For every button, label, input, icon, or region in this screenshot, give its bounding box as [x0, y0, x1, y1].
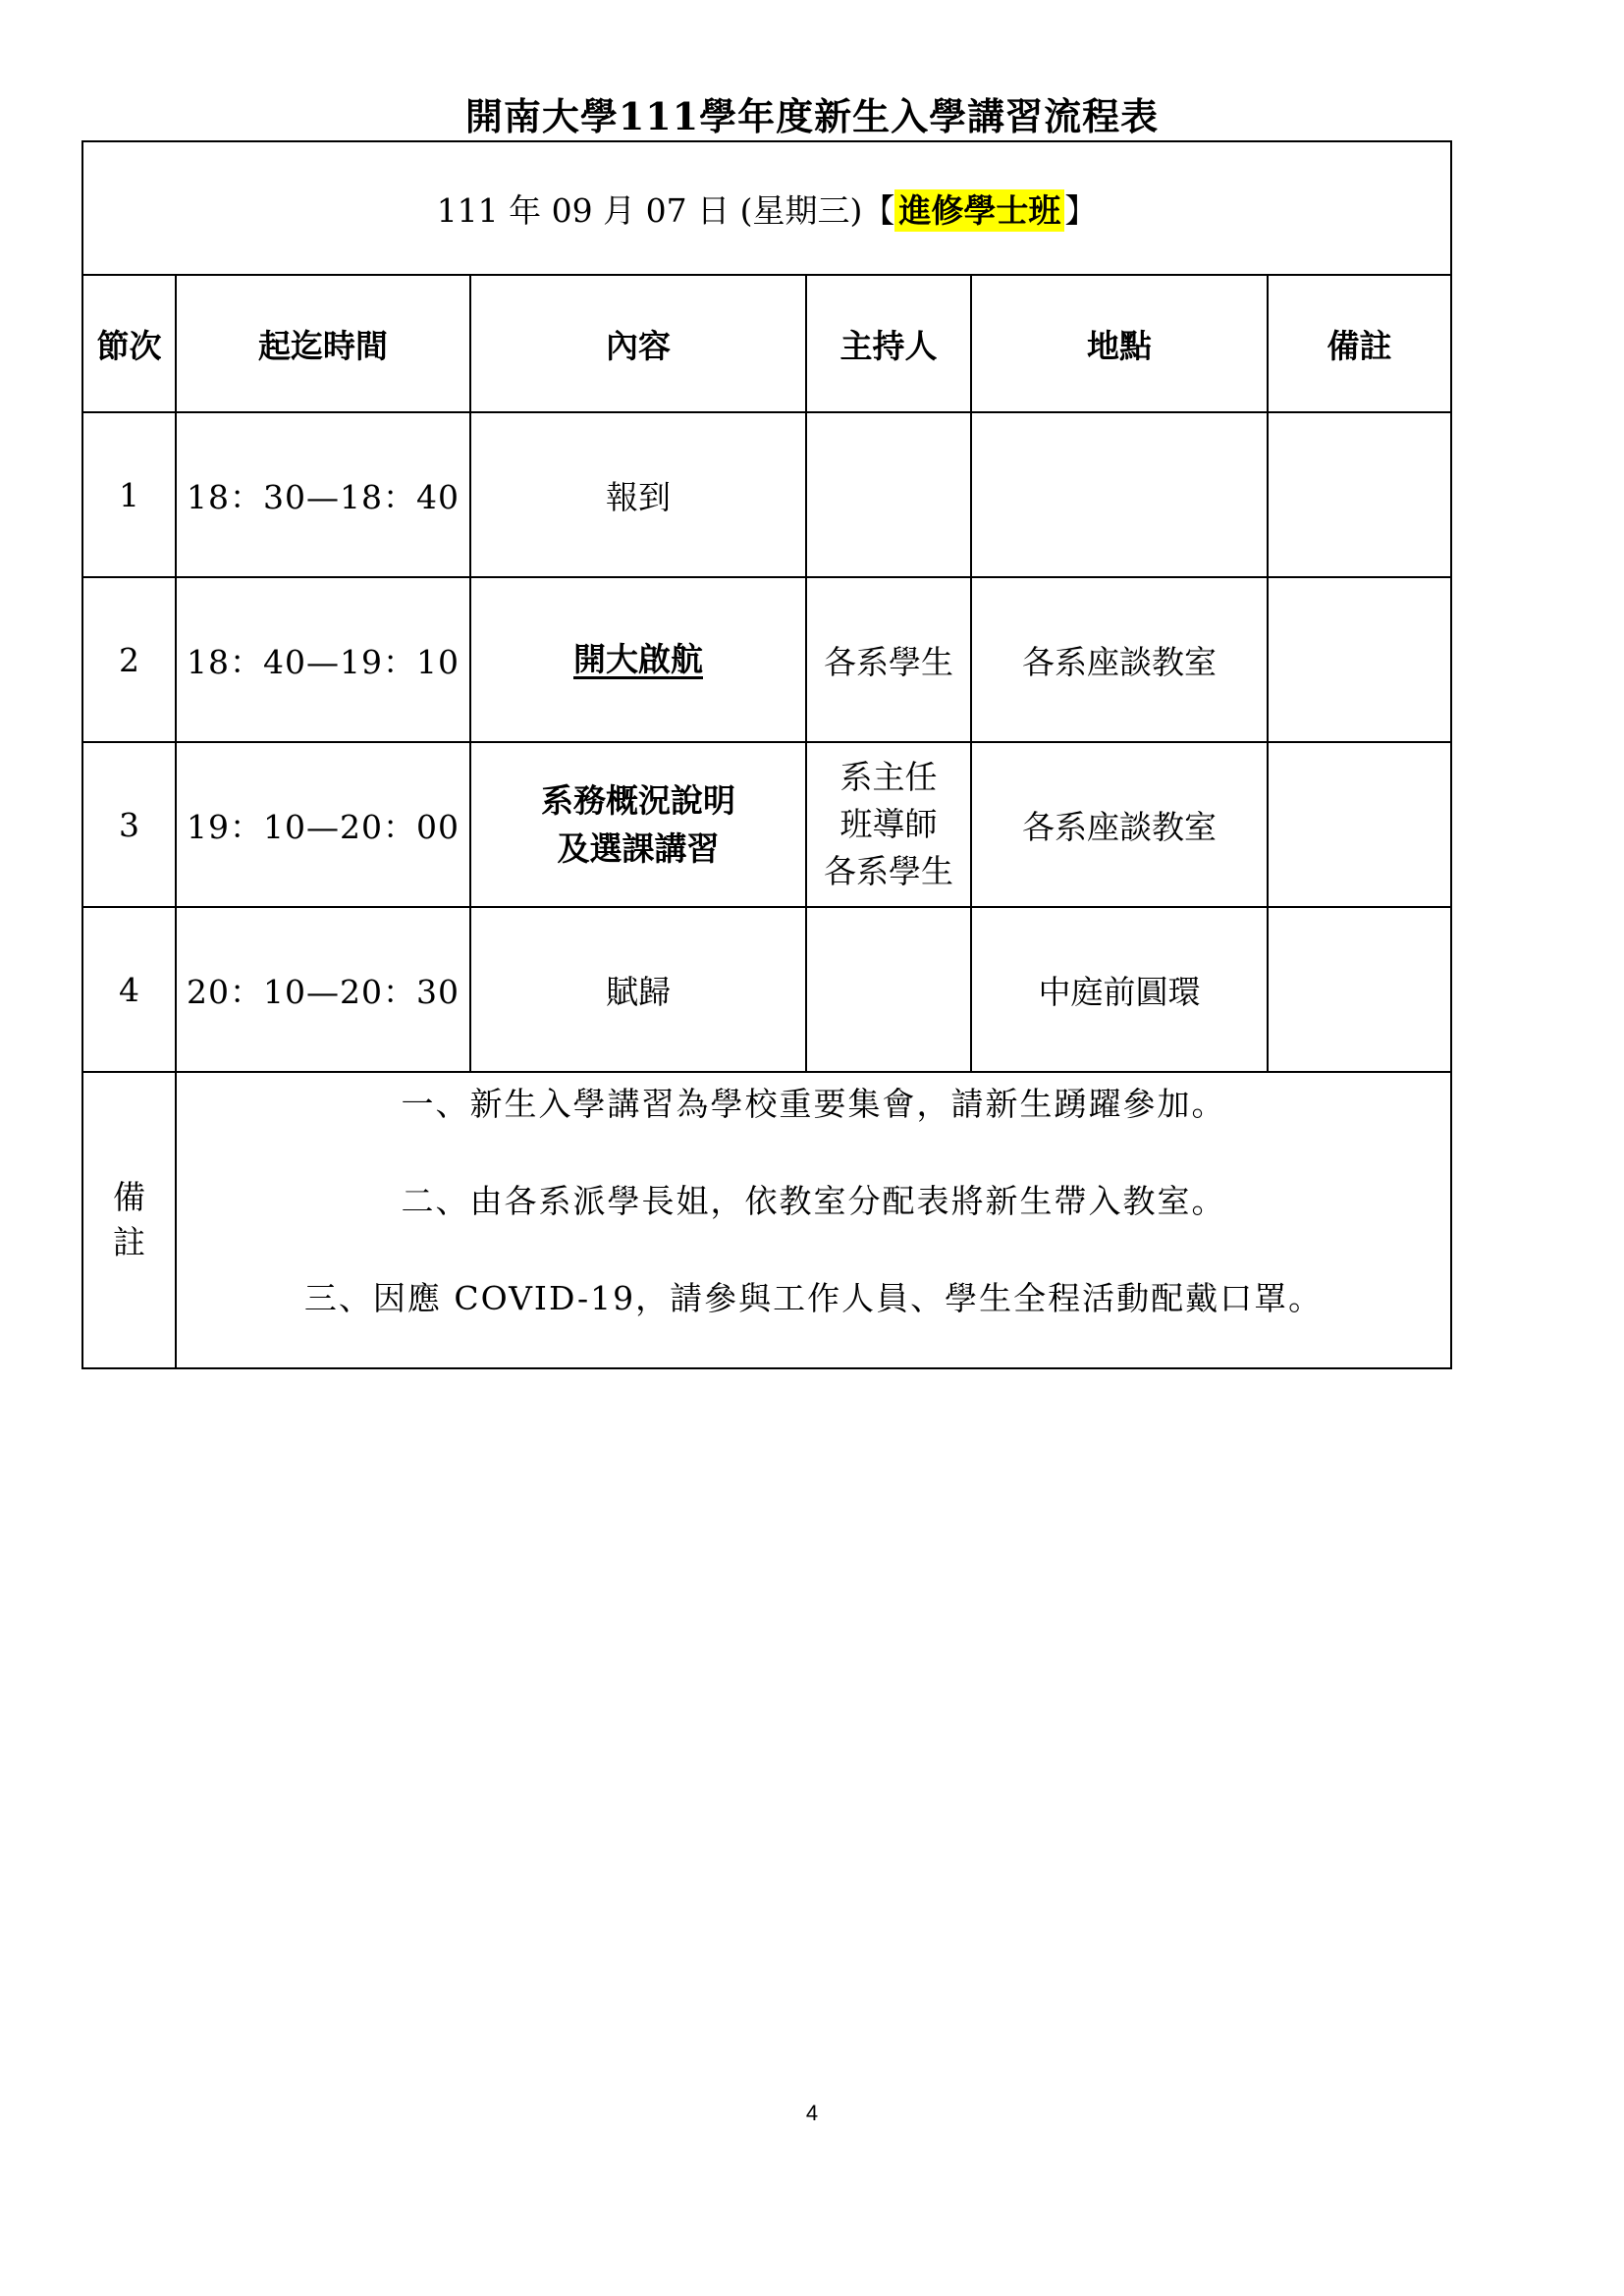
remark-cell: [1268, 412, 1451, 577]
host-line: 班導師: [839, 805, 938, 844]
host-cell: [806, 907, 971, 1072]
date-suffix: 】: [1064, 190, 1098, 230]
notes-label-char: 備: [113, 1177, 145, 1216]
content-cell: 報到: [470, 412, 806, 577]
date-row: [82, 141, 1451, 275]
time-range: 20：10—20：30: [176, 907, 470, 1072]
note-item: 三、因應 COVID-19，請參與工作人員、學生全程活動配戴口罩。: [303, 1278, 1324, 1317]
time-range: 18：40—19：10: [176, 577, 470, 742]
note-item: 二、由各系派學長姐，依教室分配表將新生帶入教室。: [401, 1181, 1226, 1220]
notes-content: [176, 1072, 1451, 1368]
content-cell: [470, 577, 806, 742]
header-content: 內容: [470, 275, 806, 412]
content-line: 及選課講習: [557, 829, 720, 868]
time-range: 18：30—18：40: [176, 412, 470, 577]
program-name-highlight: 進修學士班: [894, 189, 1064, 232]
notes-row: [82, 1072, 1451, 1368]
content-line: 系務概況說明: [541, 780, 735, 820]
date-prefix: 111 年 09 月 07 日 (星期三)【: [436, 190, 895, 230]
header-host: 主持人: [806, 275, 971, 412]
content-title: 開大啟航: [573, 640, 703, 679]
host-line: 系主任: [839, 758, 938, 797]
page-number: 4: [805, 2101, 819, 2125]
table-row: [82, 412, 1451, 577]
notes-label: [82, 1072, 176, 1368]
table-header-row: [82, 275, 1451, 412]
header-location: 地點: [971, 275, 1268, 412]
location-cell: 中庭前圓環: [971, 907, 1268, 1072]
host-cell: [806, 412, 971, 577]
remark-cell: [1268, 907, 1451, 1072]
location-cell: 各系座談教室: [971, 577, 1268, 742]
header-remark: 備註: [1268, 275, 1451, 412]
schedule-table: [81, 140, 1452, 1369]
host-line: 各系學生: [824, 851, 953, 890]
table-row: [82, 742, 1451, 907]
location-cell: 各系座談教室: [971, 742, 1268, 907]
session-number: 2: [82, 577, 176, 742]
date-cell: [82, 141, 1451, 275]
time-range: 19：10—20：00: [176, 742, 470, 907]
session-number: 1: [82, 412, 176, 577]
content-cell: 賦歸: [470, 907, 806, 1072]
remark-cell: [1268, 742, 1451, 907]
host-cell: 各系學生: [806, 577, 971, 742]
header-time: 起迄時間: [176, 275, 470, 412]
note-item: 一、新生入學講習為學校重要集會，請新生踴躍參加。: [401, 1084, 1226, 1123]
remark-cell: [1268, 577, 1451, 742]
header-session: 節次: [82, 275, 176, 412]
table-row: [82, 907, 1451, 1072]
content-cell: [470, 742, 806, 907]
notes-label-char: 註: [113, 1223, 145, 1261]
host-cell: [806, 742, 971, 907]
document-title: 開南大學111學年度新生入學講習流程表: [464, 94, 1160, 138]
session-number: 4: [82, 907, 176, 1072]
location-cell: [971, 412, 1268, 577]
table-row: [82, 577, 1451, 742]
session-number: 3: [82, 742, 176, 907]
